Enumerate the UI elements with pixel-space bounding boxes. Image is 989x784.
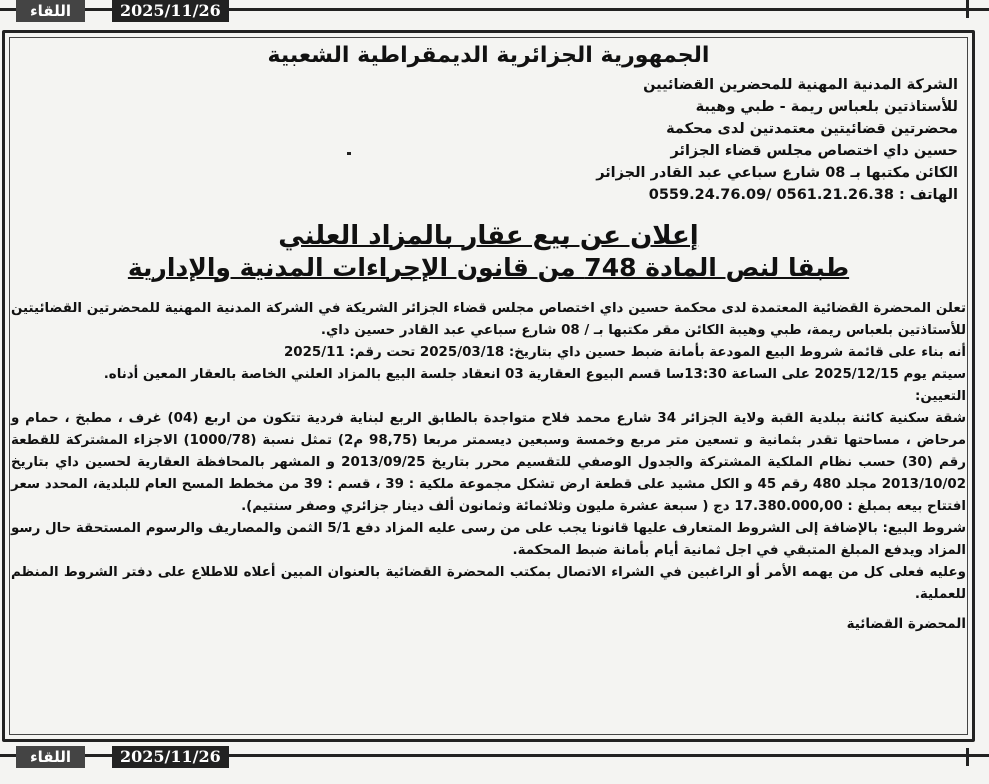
- body-contact-notice: وعليه فعلى كل من يهمه الأمر أو الراغبين في الشراء الاتصال بمكتب المحضرة القضائية بالعنوان المبين أعلاه للاطلاع على دفتر الشروط المنظم للعملية.: [11, 565, 966, 602]
- bailiff-partners: للأستاذتين بلعباس ريمة - طبي وهيبة: [695, 99, 958, 115]
- announcement-content: [11, 39, 966, 733]
- announcement-legal-basis: طبقا لنص المادة 748 من قانون الإجراءات المدنية والإدارية: [127, 253, 850, 282]
- phone-label: الهاتف :: [899, 187, 958, 203]
- bailiff-accreditation: محضرتين قضائيتين معتمدتين لدى محكمة: [666, 121, 958, 137]
- issue-date: 2025/11/26: [112, 746, 229, 768]
- newspaper-name: اللقاء: [16, 0, 85, 22]
- bailiff-jurisdiction: حسين داي اختصاص مجلس قضاء الجزائر: [670, 143, 958, 159]
- body-property-description: شقة سكنية كائنة ببلدية القبة ولاية الجزائر 34 شارع محمد فلاح متواجدة بالطابق الربع لبناية فردية تتكون من اربع (04) غرف ، مطبخ ، حمام و مرحاض ، مساحتها تقدر بثمانية و تسعين متر مربع وخمسة وسبعين ديسمتر مربعا (98,75 م2) تمثل نسبة (1000/78) الاجزاء المشتركة للقطعة رقم (30) حسب نظام الملكية المشتركة والجدول الوصفي للتقسيم محرر بتاريخ 2013/09/25 و المشهر بالمحافظة العقارية لحسين داي بتاريخ 2013/10/02 مجلد 480 رقم 45 و الكل مشيد على قطعة ارض تشكل مجموعة ملكية : 39 ، قسم : 39 من مخطط المسح العام للبلدية، المحدد سعر افتتاح بيعه بمبلغ : 17.380.000,00 دج ( سبعة عشرة مليون وثلاثمائة وثمانون ألف دينار جزائري وصفر سنتيم).: [11, 411, 967, 514]
- body-conditions-filing: أنه بناء على قائمة شروط البيع المودعة بأمانة ضبط حسين داي بتاريخ: 2025/03/18 تحت رقم: 2025/11: [283, 345, 966, 360]
- body-sale-conditions: شروط البيع: بالإضافة إلى الشروط المتعارف عليها قانونا يجب على من رسى عليه المزاد دفع 5/1 الثمن والمصاريف والرسوم المستحقة حال رسو المزاد ويدفع المبلغ المتبقي في اجل ثمانية أيام بأمانة ضبط المحكمة.: [11, 521, 966, 558]
- announcement-frame: [2, 30, 975, 742]
- newspaper-strip-top: [0, 0, 989, 26]
- strip-tick: [966, 0, 969, 18]
- signature: المحضرة القضائية: [846, 616, 966, 632]
- office-address: الكائن مكتبها بـ 08 شارع سباعي عبد القادر الجزائر: [596, 165, 958, 181]
- announcement-title: إعلان عن بيع عقار بالمزاد العلني: [278, 221, 699, 251]
- bailiff-company: الشركة المدنية المهنية للمحضرين القضائيين: [643, 77, 958, 93]
- phone-line: [11, 184, 966, 206]
- newspaper-strip-bottom: [0, 744, 989, 770]
- issue-date: 2025/11/26: [112, 0, 229, 22]
- strip-tick: [966, 748, 969, 766]
- body-sale-session: سيتم يوم 2025/12/15 على الساعة 13:30سا قسم البيوع العقارية 03 انعقاد جلسة البيع بالمزاد العلني الخاصة بالعقار المعين أدناه.: [103, 367, 966, 382]
- newspaper-name: اللقاء: [16, 746, 85, 768]
- republic-heading: الجمهورية الجزائرية الديمقراطية الشعبية: [267, 43, 710, 68]
- body-intro: تعلن المحضرة القضائية المعتمدة لدى محكمة حسين داي اختصاص مجلس قضاء الجزائر الشريكة في الشركة المدنية المهنية للمحضرتين القضائيتين للأستاذتين بلعباس ريمة، طبي وهيبة الكائن مقر مكتبها بـ / 08 شارع سباعي عبد القادر حسين داي.: [11, 301, 966, 338]
- stray-mark: [347, 152, 351, 155]
- phone-numbers: 0559.24.76.09/ 0561.21.26.38: [648, 187, 894, 203]
- body-designation-label: التعيين:: [915, 389, 966, 404]
- announcement-body: [11, 298, 966, 606]
